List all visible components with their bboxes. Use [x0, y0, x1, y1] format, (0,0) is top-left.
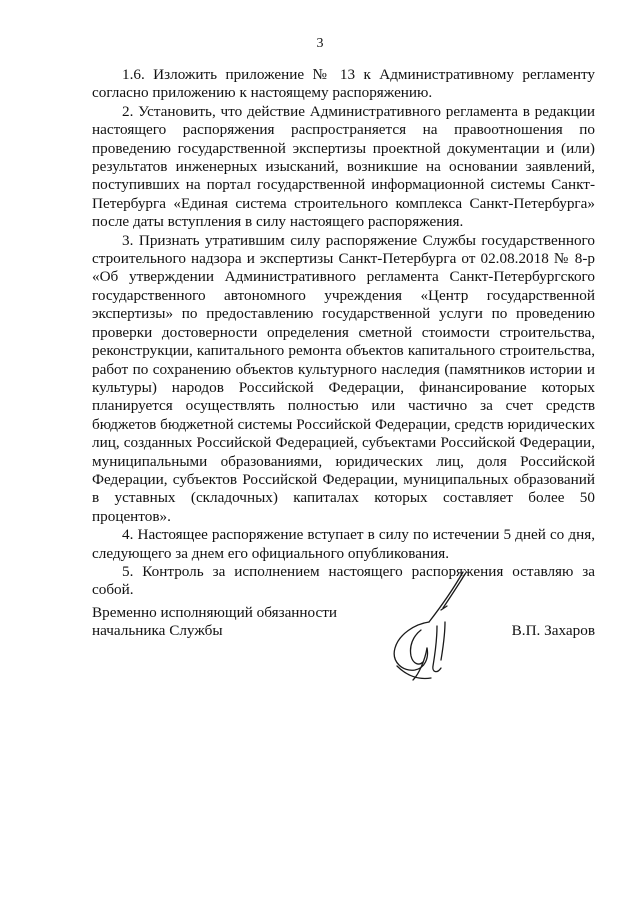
document-body	[92, 66, 595, 600]
signatory-position-line-1: Временно исполняющий обязанности	[92, 604, 338, 621]
paragraph-1-6: 1.6. Изложить приложение № 13 к Административному регламенту согласно приложению к настоящему распоряжению.	[92, 66, 595, 102]
page-number: 3	[316, 36, 324, 51]
signatory-name: В.П. Захаров	[511, 622, 595, 639]
paragraph-3: 3. Признать утратившим силу распоряжение Службы государственного строительного надзора и экспертизы Санкт-Петербурга от 02.08.2018 № 8-р «Об утверждении Административного регламента Санкт-Петербургского государственного автономного учреждения «Центр государственной экспертизы» по предоставлению государственной услуги по проведению проверки достоверности определения сметной стоимости строительства, реконструкции, капитального ремонта объектов капитального строительства, работ по сохранению объектов культурного наследия (памятников истории и культуры) народов Российской Федерации, финансирование которых планируется осуществлять полностью или частично за счет средств бюджетов бюджетной системы Российской Федерации, средств юридических лиц, созданных Российской Федерацией, субъектами Российской Федерации, муниципальными образованиями, юридических лиц, доля Российской Федерации, субъектов Российской Федерации, муниципальных образований в уставных (складочных) капиталах которых составляет более 50 процентов».	[92, 231, 595, 525]
paragraph-5: 5. Контроль за исполнением настоящего распоряжения оставляю за собой.	[92, 562, 595, 599]
handwritten-signature	[385, 570, 475, 685]
signatory-position-line-2: начальника Службы	[92, 622, 223, 640]
signature-block	[92, 604, 595, 714]
signatory-position	[92, 604, 352, 641]
paragraph-4: 4. Настоящее распоряжение вступает в силу по истечении 5 дней со дня, следующего за днем его официального опубликования.	[92, 526, 595, 562]
paragraph-2: 2. Установить, что действие Административного регламента в редакции настоящего распоряжения распространяется на правоотношения по проведению государственной экспертизы проектной документации и (или) результатов инженерных изысканий, возникшие на основании заявлений, поступивших на портал государственной информационной системы Санкт-Петербурга «Единая система строительного комплекса Санкт-Петербурга» после даты вступления в силу настоящего распоряжения.	[92, 102, 595, 231]
